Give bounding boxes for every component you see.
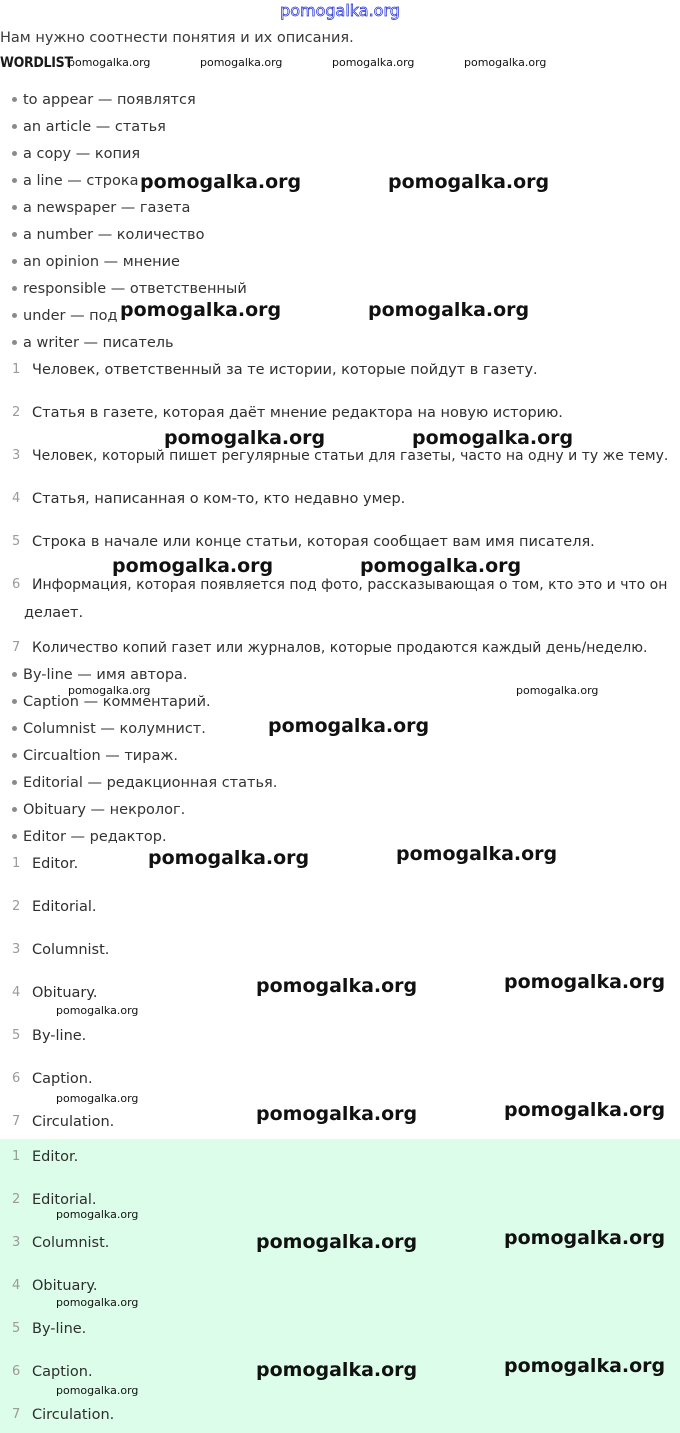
- watermark: pomogalka.org: [268, 715, 430, 737]
- watermark: pomogalka.org: [504, 1355, 666, 1377]
- answer-item: 4 Obituary.: [12, 1278, 98, 1294]
- watermark: pomogalka.org: [68, 56, 151, 69]
- bullet-icon: [12, 151, 17, 156]
- watermark: pomogalka.org: [516, 684, 599, 697]
- match-item: 3 Columnist.: [12, 942, 110, 958]
- watermark: pomogalka.org: [56, 1296, 139, 1309]
- watermark: pomogalka.org: [412, 427, 574, 449]
- wordlist-item: responsible — ответственный: [12, 281, 247, 297]
- definition-item: 4 Статья, написанная о ком-то, кто недавно умер.: [12, 491, 406, 507]
- bullet-icon: [12, 232, 17, 237]
- watermark: pomogalka.org: [256, 975, 418, 997]
- watermark: pomogalka.org: [112, 555, 274, 577]
- bullet-icon: [12, 807, 17, 812]
- bullet-icon: [12, 834, 17, 839]
- watermark: pomogalka.org: [360, 555, 522, 577]
- answer-item: 3 Columnist.: [12, 1235, 110, 1251]
- term-item: Editorial — редакционная статья.: [12, 775, 277, 791]
- watermark: pomogalka.org: [504, 971, 666, 993]
- term-item: Obituary — некролог.: [12, 802, 185, 818]
- term-item: Caption — комментарий.: [12, 694, 211, 710]
- watermark: pomogalka.org: [148, 847, 310, 869]
- wordlist-item: a newspaper — газета: [12, 200, 190, 216]
- watermark: pomogalka.org: [140, 171, 302, 193]
- watermark: pomogalka.org: [464, 56, 547, 69]
- watermark: pomogalka.org: [332, 56, 415, 69]
- wordlist-item: a copy — копия: [12, 146, 140, 162]
- answer-item: 7 Circulation.: [12, 1407, 115, 1423]
- watermark: pomogalka.org: [56, 1004, 139, 1017]
- wordlist-item: a number — количество: [12, 227, 204, 243]
- wordlist-item: under — под: [12, 308, 118, 324]
- term-item: Columnist — колумнист.: [12, 721, 206, 737]
- bullet-icon: [12, 753, 17, 758]
- answer-item: 5 By-line.: [12, 1321, 87, 1337]
- watermark: pomogalka.org: [68, 684, 151, 697]
- watermark: pomogalka.org: [396, 843, 558, 865]
- match-item: 7 Circulation.: [12, 1114, 115, 1130]
- answer-item: 6 Caption.: [12, 1364, 93, 1380]
- bullet-icon: [12, 205, 17, 210]
- bullet-icon: [12, 313, 17, 318]
- match-item: 2 Editorial.: [12, 899, 97, 915]
- definition-item: 5 Строка в начале или конце статьи, которая сообщает вам имя писателя.: [12, 534, 595, 550]
- bullet-icon: [12, 726, 17, 731]
- bullet-icon: [12, 672, 17, 677]
- watermark: pomogalka.org: [56, 1384, 139, 1397]
- bullet-icon: [12, 97, 17, 102]
- watermark: pomogalka.org: [200, 56, 283, 69]
- watermark: pomogalka.org: [120, 299, 282, 321]
- answer-item: 2 Editorial.: [12, 1192, 97, 1208]
- definition-item-continuation: делает.: [24, 605, 84, 621]
- match-item: 4 Obituary.: [12, 985, 98, 1001]
- watermark: pomogalka.org: [504, 1099, 666, 1121]
- bullet-icon: [12, 699, 17, 704]
- definition-item: 7 Количество копий газет или журналов, которые продаются каждый день/неделю.: [12, 640, 648, 656]
- bullet-icon: [12, 259, 17, 264]
- watermark: pomogalka.org: [388, 171, 550, 193]
- watermark: pomogalka.org: [368, 299, 530, 321]
- bullet-icon: [12, 178, 17, 183]
- intro-text: Нам нужно соотнести понятия и их описания.: [0, 30, 354, 46]
- term-item: By-line — имя автора.: [12, 667, 188, 683]
- watermark: pomogalka.org: [256, 1103, 418, 1125]
- wordlist-item: an article — статья: [12, 119, 166, 135]
- answer-item: 1 Editor.: [12, 1149, 79, 1165]
- definition-item: 2 Статья в газете, которая даёт мнение редактора на новую историю.: [12, 405, 563, 421]
- site-header-logo[interactable]: pomogalka.org: [280, 1, 400, 20]
- term-item: Editor — редактор.: [12, 829, 167, 845]
- wordlist-item: a writer — писатель: [12, 335, 174, 351]
- watermark: pomogalka.org: [56, 1092, 139, 1105]
- watermark: pomogalka.org: [256, 1231, 418, 1253]
- watermark: pomogalka.org: [164, 427, 326, 449]
- definition-item: 6 Информация, которая появляется под фото, рассказывающая о том, кто это и что он: [12, 577, 668, 593]
- definition-item: 3 Человек, который пишет регулярные статьи для газеты, часто на одну и ту же тему.: [12, 448, 669, 464]
- watermark: pomogalka.org: [256, 1359, 418, 1381]
- watermark: pomogalka.org: [504, 1227, 666, 1249]
- bullet-icon: [12, 286, 17, 291]
- wordlist-item: to appear — появлятся: [12, 92, 196, 108]
- wordlist-item: a line — строка: [12, 173, 139, 189]
- definition-item: 1 Человек, ответственный за те истории, которые пойдут в газету.: [12, 362, 538, 378]
- bullet-icon: [12, 780, 17, 785]
- watermark: pomogalka.org: [56, 1208, 139, 1221]
- match-item: 1 Editor.: [12, 856, 79, 872]
- match-item: 5 By-line.: [12, 1028, 87, 1044]
- bullet-icon: [12, 124, 17, 129]
- term-item: Circualtion — тираж.: [12, 748, 178, 764]
- wordlist-title: WORDLIST: [0, 55, 73, 71]
- bullet-icon: [12, 340, 17, 345]
- match-item: 6 Caption.: [12, 1071, 93, 1087]
- wordlist-item: an opinion — мнение: [12, 254, 180, 270]
